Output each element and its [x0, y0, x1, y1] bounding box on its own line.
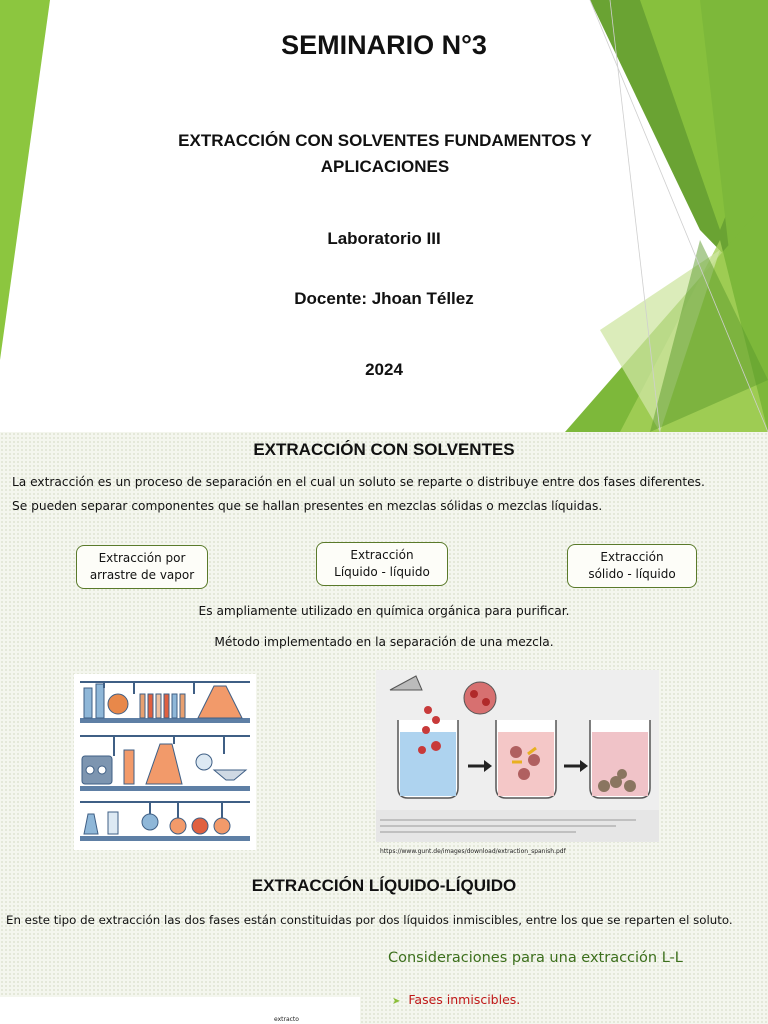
steam-extraction-box	[76, 545, 208, 589]
teacher-name	[0, 289, 768, 309]
lab-apparatus-illustration	[74, 674, 256, 850]
slide-title: SEMINARIO N°3	[281, 30, 487, 60]
usage-line-1: Es ampliamente utilizado en química orgánica para purificar.	[198, 604, 570, 618]
image-source-caption: https://www.gunt.de/images/download/extraction_spanish.pdf	[380, 848, 566, 855]
lab-name-text: Laboratorio III	[327, 229, 441, 248]
definition-paragraph: La extracción es un proceso de separación en el cual un soluto se reparte o distribuye entre dos fases diferentes.	[12, 475, 705, 489]
section-heading: EXTRACCIÓN CON SOLVENTES	[253, 440, 515, 459]
liquid-liquid-heading: EXTRACCIÓN LÍQUIDO-LÍQUIDO	[251, 876, 517, 895]
box-line: arrastre de vapor	[89, 568, 195, 582]
year-text: 2024	[365, 360, 403, 379]
diagram-label: extracto	[274, 1016, 299, 1023]
box-line: Extracción	[350, 548, 414, 562]
solid-liquid-box	[567, 544, 697, 588]
box-line: Extracción por	[98, 551, 186, 565]
liquid-liquid-paragraph: En este tipo de extracción las dos fases están constituidas por dos líquidos inmiscibles, entre los que se reparten el soluto.	[6, 913, 733, 927]
bullet-item	[392, 992, 520, 1007]
extraction-diagram-partial	[0, 997, 360, 1024]
lab-name	[0, 229, 768, 249]
solid-liquid-extraction-diagram	[376, 670, 659, 842]
liquid-liquid-box	[316, 542, 448, 586]
teacher-name-text: Docente: Jhoan Téllez	[294, 289, 474, 308]
arrow-bullet-icon: ➤	[392, 996, 401, 1007]
box-line: sólido - líquido	[588, 567, 676, 581]
bullet-text: Fases inmiscibles.	[408, 992, 521, 1007]
usage-line-2: Método implementado en la separación de una mezcla.	[214, 635, 554, 649]
title-slide	[0, 0, 768, 432]
separation-paragraph: Se pueden separar componentes que se hallan presentes en mezclas sólidas o mezclas líquidas.	[12, 499, 603, 513]
year	[0, 360, 768, 380]
considerations-title: Consideraciones para una extracción L-L	[388, 950, 683, 966]
box-line: Extracción	[600, 550, 664, 564]
box-line: Líquido - líquido	[334, 565, 430, 579]
content-slide	[0, 432, 768, 1024]
slide-subtitle: EXTRACCIÓN CON SOLVENTES FUNDAMENTOS Y APLICACIONES	[178, 131, 592, 176]
